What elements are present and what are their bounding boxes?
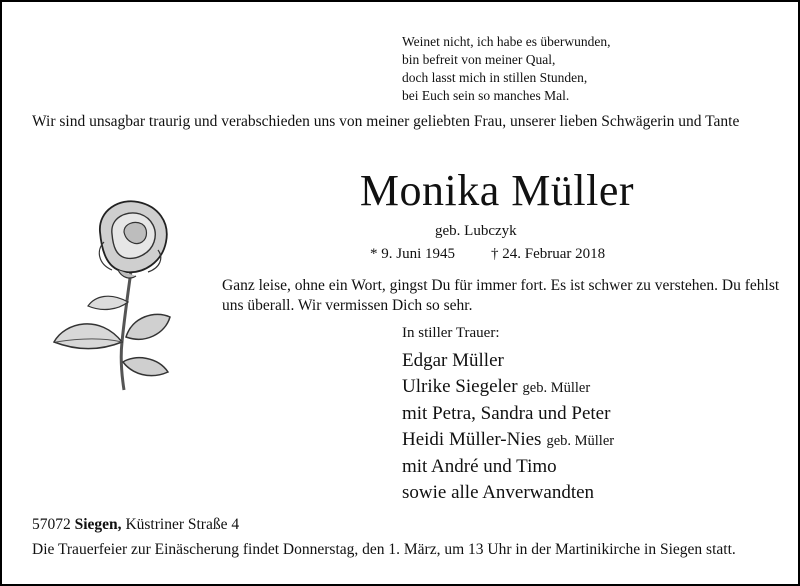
mourner-name: Heidi Müller-Nies — [402, 429, 542, 450]
poem-line: bin befreit von meiner Qual, — [402, 52, 556, 67]
deceased-name: Monika Müller — [359, 166, 635, 215]
mourner — [402, 348, 614, 374]
birth-date: * 9. Juni 1945 — [370, 246, 456, 262]
poem-line: bei Euch sein so manches Mal. — [402, 88, 570, 103]
poem-line: Weinet nicht, ich habe es überwunden, — [402, 34, 611, 49]
life-dates — [370, 245, 641, 264]
mourner-name: sowie alle Anverwandten — [402, 482, 595, 503]
mourning-label: In stiller Trauer: — [402, 325, 500, 341]
death-date: † 24. Februar 2018 — [491, 246, 606, 262]
poem — [402, 33, 610, 105]
street: Küstriner Straße 4 — [125, 516, 240, 533]
mourner — [402, 374, 614, 401]
mourner-name: Ulrike Siegeler — [402, 376, 518, 397]
funeral-info: Die Trauerfeier zur Einäscherung findet Donnerstag, den 1. März, um 13 Uhr in der Martinikirche in Siegen statt. — [32, 541, 736, 558]
address — [32, 515, 239, 534]
birth-name: geb. Lubczyk — [435, 223, 517, 239]
mourner-name: mit Petra, Sandra und Peter — [402, 403, 611, 424]
mourner — [402, 401, 614, 427]
mourner-name: mit André und Timo — [402, 456, 557, 477]
poem-line: doch lasst mich in stillen Stunden, — [402, 70, 588, 85]
intro-text: Wir sind unsagbar traurig und verabschieden uns von meiner geliebten Frau, unserer lieben Schwägerin und Tante — [32, 113, 740, 130]
mourner-note: geb. Müller — [522, 380, 591, 396]
rose-icon — [40, 192, 180, 392]
postcode: 57072 — [32, 516, 71, 533]
city: Siegen, — [74, 516, 122, 533]
mourner-note: geb. Müller — [546, 433, 615, 449]
mourner-name: Edgar Müller — [402, 350, 504, 371]
mourner — [402, 454, 614, 480]
mourner — [402, 480, 614, 506]
farewell-verse: Ganz leise, ohne ein Wort, gingst Du für immer fort. Es ist schwer zu verstehen. Du fehlst uns überall. Wir vermissen Dich so sehr. — [222, 277, 780, 314]
mourners-list — [402, 348, 614, 506]
mourner — [402, 427, 614, 454]
